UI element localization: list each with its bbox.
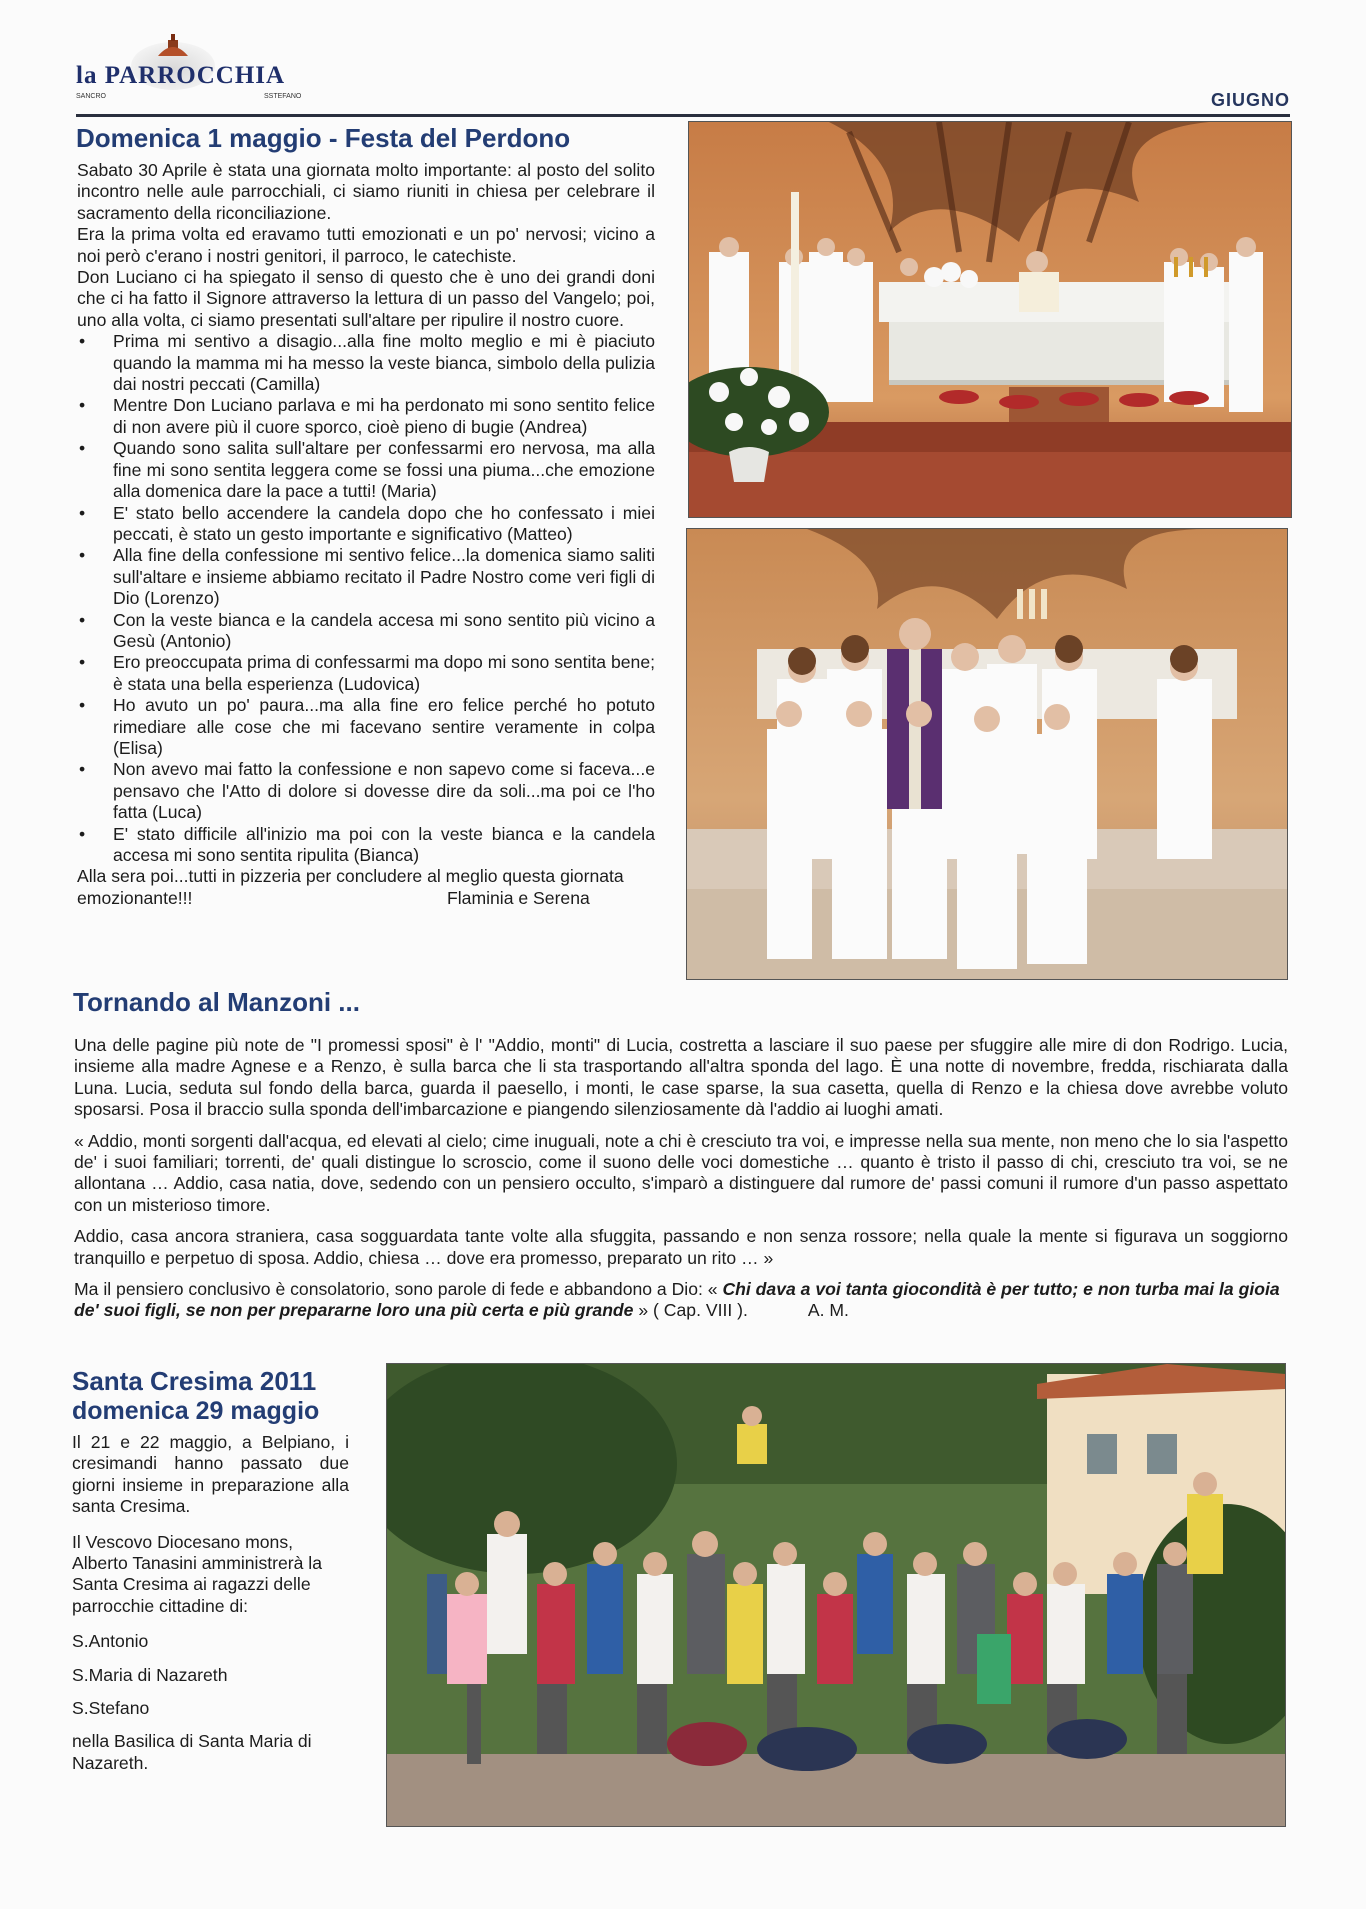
manzoni-author: A. M. bbox=[807, 1300, 849, 1321]
cresima-group-photo bbox=[386, 1363, 1286, 1827]
altar-photo bbox=[688, 121, 1292, 518]
perdono-intro-3: Don Luciano ci ha spiegato il senso di questo che è uno dei grandi doni che ci ha fatto il Signore attraverso la lettura di un passo del Vangelo; poi, uno alla volta, ci siamo presentati sull'altare per ripulire il nostro cuore. bbox=[77, 267, 655, 330]
manzoni-lead: Ma il pensiero conclusivo è consolatorio, sono parole di fede e abbandono a Dio: « bbox=[74, 1279, 723, 1300]
logo-sub-left: SANCRO bbox=[76, 93, 106, 100]
parish-item: S.Antonio bbox=[72, 1631, 149, 1652]
manzoni-title: Tornando al Manzoni ... bbox=[73, 987, 360, 1017]
testimonial-item: • Ero preoccupata prima di confessarmi ma dopo mi sono sentita bene; è stata una bella esperienza (Ludovica) bbox=[77, 652, 655, 695]
cresima-title-line2: domenica 29 maggio bbox=[72, 1397, 320, 1425]
manzoni-paragraph-2: « Addio, monti sorgenti dall'acqua, ed elevati al cielo; cime inuguali, note a chi è cresciuto tra voi, e impresse nella sua mente, non meno che lo sia l'aspetto de' i suoi familiari; torrenti, de' quali distingue lo scroscio, come il suono delle voci domestiche … quanto è tristo il passo di chi, cresciuto tra voi, se ne allontana … Addio, casa natia, dove, sedendo con un pensiero occulto, s'imparò a distinguere dal rumore de' passi comuni il rumore d'un passo aspettato con un misterioso timore. bbox=[74, 1130, 1288, 1215]
testimonial-item: • Alla fine della confessione mi sentivo felice...la domenica siamo saliti sull'altare e insieme abbiamo recitato il Padre Nostro come veri figli di Dio (Lorenzo) bbox=[77, 545, 655, 609]
manzoni-quote: Chi dava a voi tanta giocondità è per tutto; e non turba mai la gioia de' suoi figli, se non per prepararne loro una più certa e più grande bbox=[74, 1279, 1280, 1321]
perdono-signature: Flaminia e Serena bbox=[447, 888, 590, 909]
cresima-article bbox=[72, 1432, 349, 1786]
cresima-paragraph-3: nella Basilica di Santa Maria di Nazareth. bbox=[72, 1731, 312, 1773]
testimonial-item: • Con la veste bianca e la candela accesa mi sono sentito più vicino a Gesù (Antonio) bbox=[77, 610, 655, 653]
testimonial-list bbox=[77, 331, 655, 866]
testimonial-item: • Prima mi sentivo a disagio...alla fine molto meglio e mi è piaciuto quando la mamma mi ha messo la veste bianca, simbolo della pulizia dai nostri peccati (Camilla) bbox=[77, 331, 655, 395]
manzoni-article bbox=[74, 1035, 1288, 1332]
issue-month: GIUGNO bbox=[1210, 90, 1290, 110]
testimonial-item: • Mentre Don Luciano parlava e mi ha perdonato mi sono sentito felice di non avere più il cuore sporco, cioè pieno di bugie (Andrea) bbox=[77, 395, 655, 438]
manzoni-paragraph-1: Una delle pagine più note de "I promessi sposi" è l' "Addio, monti" di Lucia, costretta a lasciare il suo paese per sfuggire alle mire di don Rodrigo. Lucia, insieme alla madre Agnese e a Renzo, è sulla barca che li sta trasportando all'altra sponda del lago. È una notte di novembre, fredda, rischiarata dalla Luna. Lucia, seduta sul fondo della barca, guarda il paesello, i monti, le case sparse, la sua casetta, quella di Renzo e la chiesa dove avrebbe voluto sposarsi. Posa il braccio sulla sponda dell'imbarcazione e piangendo silenziosamente dà l'addio ai luoghi amati. bbox=[74, 1035, 1288, 1120]
logo-parrocchia: PARROCCHIA bbox=[104, 62, 286, 89]
perdono-intro-2: Era la prima volta ed eravamo tutti emozionati e un po' nervosi; vicino a noi però c'erano i nostri genitori, il parroco, le catechiste. bbox=[77, 224, 655, 266]
manzoni-citation: » ( Cap. VIII ). bbox=[633, 1300, 748, 1321]
parish-item: S.Maria di Nazareth bbox=[72, 1664, 228, 1685]
cresima-title bbox=[72, 1366, 319, 1426]
testimonial-item: • E' stato difficile all'inizio ma poi con la veste bianca e la candela accesa mi sono sentita ripulita (Bianca) bbox=[77, 824, 655, 867]
perdono-article bbox=[77, 160, 655, 910]
testimonial-item: • Quando sono salita sull'altare per confessarmi ero nervosa, ma alla fine mi sono sentita leggera come se fossi una piuma...che emozione alla domenica dare la pace a tutti! (Maria) bbox=[77, 438, 655, 502]
perdono-intro-1: Sabato 30 Aprile è stata una giornata molto importante: al posto del solito incontro nelle aule parrocchiali, ci siamo riuniti in chiesa per celebrare il sacramento della riconciliazione. bbox=[77, 160, 655, 223]
logo-la: la bbox=[76, 62, 98, 89]
cresima-paragraph-1: Il 21 e 22 maggio, a Belpiano, i cresimandi hanno passato due giorni insieme in preparazione alla santa Cresima. bbox=[72, 1432, 349, 1517]
parish-item: S.Stefano bbox=[72, 1698, 150, 1719]
children-group-photo bbox=[686, 528, 1288, 980]
logo-title bbox=[76, 62, 285, 90]
testimonial-item: • Ho avuto un po' paura...ma alla fine ero felice perché ho potuto rimediare alle cose che mi facevano sentire veramente in colpa (Elisa) bbox=[77, 695, 655, 759]
testimonial-item: • E' stato bello accendere la candela dopo che ho confessato i miei peccati, è stato un gesto importante e significativo (Matteo) bbox=[77, 503, 655, 546]
parish-logo bbox=[76, 62, 306, 108]
manzoni-paragraph-3: Addio, casa ancora straniera, casa sogguardata tante volte alla sfuggita, passando e non senza rossore; nella quale la mente si figurava un soggiorno tranquillo e perpetuo di sposa. Addio, chiesa … dove era promesso, preparato un rito … » bbox=[74, 1226, 1288, 1268]
cresima-paragraph-2: Il Vescovo Diocesano mons, Alberto Tanasini amministrerà la Santa Cresima ai ragazzi delle parrocchie cittadine di: bbox=[72, 1531, 323, 1616]
perdono-title: Domenica 1 maggio - Festa del Perdono bbox=[76, 123, 571, 153]
logo-sub-right: SSTEFANO bbox=[264, 93, 302, 100]
testimonial-item: • Non avevo mai fatto la confessione e non sapevo come si faceva...e pensavo che l'Atto di dolore si dovesse dire da soli...ma poi ce l'ho fatta (Luca) bbox=[77, 759, 655, 823]
manzoni-paragraph-4 bbox=[74, 1279, 1288, 1322]
cresima-title-line1: Santa Cresima 2011 bbox=[72, 1366, 317, 1396]
header-rule bbox=[76, 114, 1290, 117]
perdono-closing: Alla sera poi...tutti in pizzeria per concludere al meglio questa giornata emozionante!!! bbox=[77, 866, 624, 908]
